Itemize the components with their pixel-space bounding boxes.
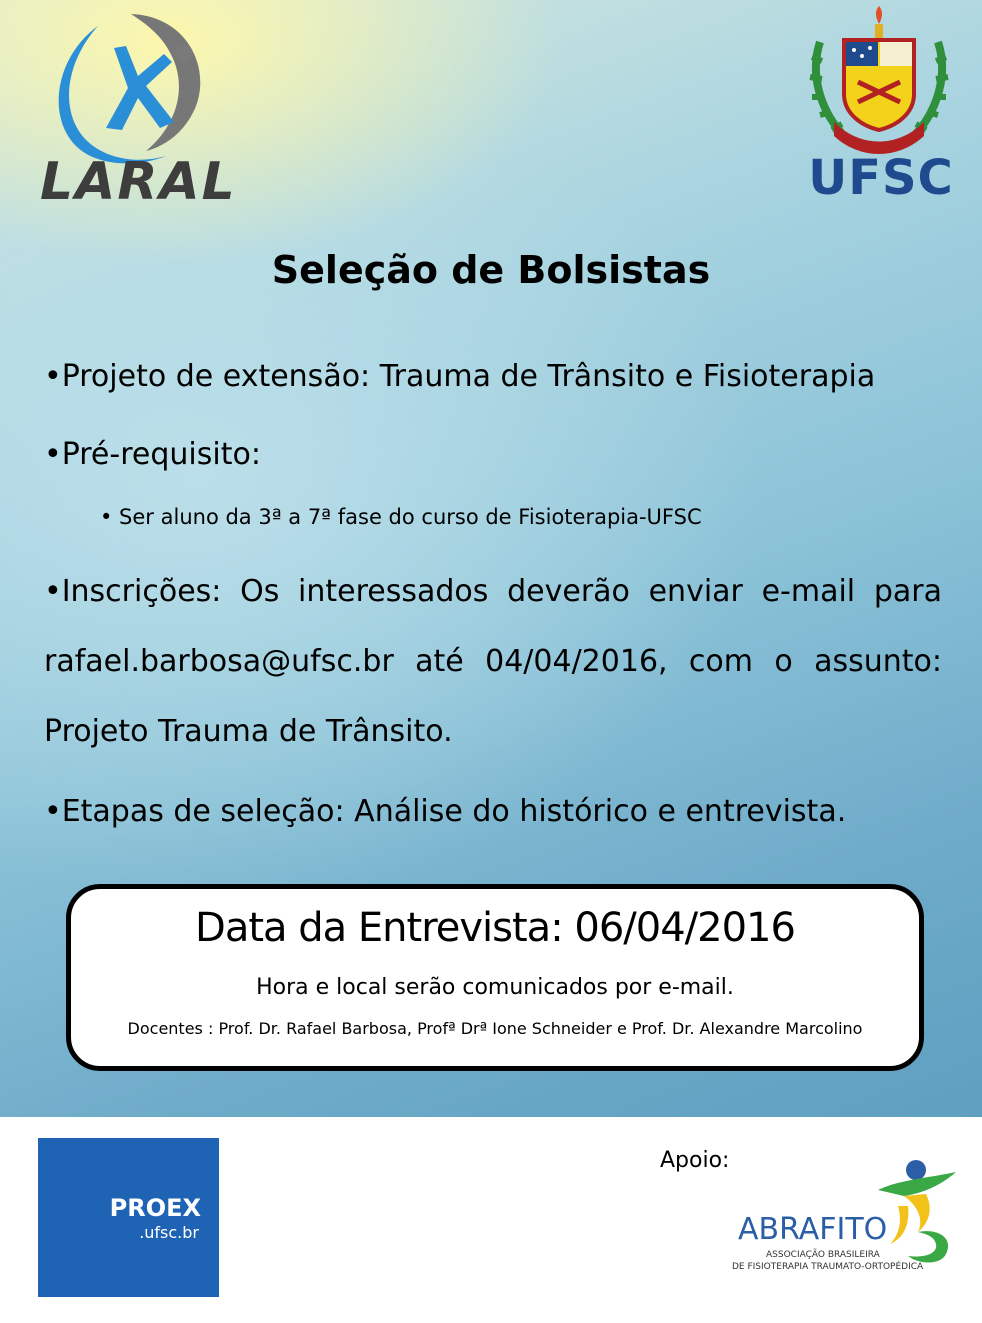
bullet-etapas: •Etapas de seleção: Análise do histórico e entrevista. [44, 794, 847, 829]
laral-logo-text: LARAL [40, 152, 237, 212]
docentes-list: Docentes : Prof. Dr. Rafael Barbosa, Profª Drª Ione Schneider e Prof. Dr. Alexandre Marcolino [127, 1019, 863, 1038]
proex-logo-name: PROEX [109, 1194, 201, 1222]
abrafito-tagline-1: ASSOCIAÇÃO BRASILEIRA [766, 1250, 880, 1260]
page-title: Seleção de Bolsistas [271, 248, 711, 292]
proex-logo-domain: .ufsc.br [139, 1223, 199, 1242]
bullet-projeto: •Projeto de extensão: Trauma de Trânsito e Fisioterapia [44, 359, 876, 394]
abrafito-logo-name: ABRAFITO [738, 1212, 888, 1247]
inscricoes-line-3: Projeto Trauma de Trânsito. [44, 714, 453, 749]
bullet-inscricoes [44, 557, 942, 767]
interview-date: Data da Entrevista: 06/04/2016 [195, 905, 795, 951]
inscricoes-line-1: •Inscrições: Os interessados deverão enviar e-mail para [44, 574, 942, 609]
ufsc-emblem-icon [800, 2, 958, 162]
ufsc-logo-text: UFSC [808, 150, 954, 206]
interview-note: Hora e local serão comunicados por e-mail. [256, 975, 734, 1000]
inscricoes-line-2: rafael.barbosa@ufsc.br até 04/04/2016, com o assunto: [44, 644, 942, 679]
proex-logo [38, 1138, 219, 1297]
prerequisito-item: • Ser aluno da 3ª a 7ª fase do curso de Fisioterapia-UFSC [100, 505, 702, 529]
abrafito-tagline-2: DE FISIOTERAPIA TRAUMATO-ORTOPÉDICA [732, 1262, 924, 1272]
apoio-label: Apoio: [660, 1148, 730, 1173]
interview-info-box [66, 884, 924, 1071]
bullet-prerequisito: •Pré-requisito: [44, 437, 261, 472]
